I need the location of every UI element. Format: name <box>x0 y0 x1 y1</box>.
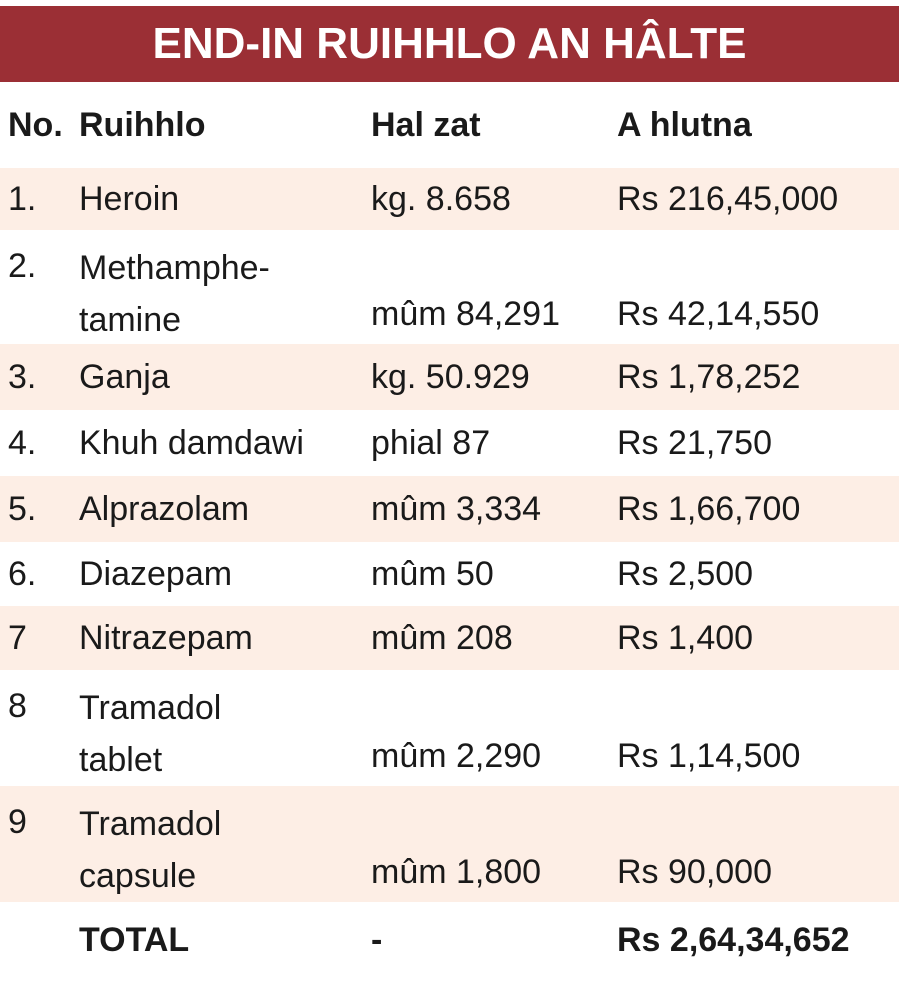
row-value: Rs 1,66,700 <box>617 490 801 528</box>
row-quantity: kg. 50.929 <box>371 358 530 396</box>
table-row <box>0 230 899 344</box>
table-row <box>0 542 899 606</box>
row-value: Rs 21,750 <box>617 424 772 462</box>
row-number: 6. <box>8 555 37 593</box>
row-quantity: phial 87 <box>371 424 491 462</box>
row-name: Methamphe- tamine <box>79 249 270 339</box>
row-number: 3. <box>8 358 37 396</box>
table-row <box>0 786 899 902</box>
table-row <box>0 476 899 542</box>
row-number: 9 <box>8 803 27 841</box>
table-row <box>0 344 899 410</box>
row-number: 7 <box>8 619 27 657</box>
table-row <box>0 168 899 230</box>
table-row <box>0 670 899 786</box>
row-value: Rs 1,400 <box>617 619 754 657</box>
row-quantity: mûm 2,290 <box>371 737 542 775</box>
row-value: Rs 216,45,000 <box>617 180 839 218</box>
row-name: Nitrazepam <box>79 619 253 657</box>
row-value: Rs 42,14,550 <box>617 295 820 333</box>
row-quantity: mûm 84,291 <box>371 295 560 333</box>
row-number: 5. <box>8 490 37 528</box>
table-row <box>0 410 899 476</box>
row-number: 1. <box>8 180 37 218</box>
table-header <box>0 96 899 158</box>
row-value: Rs 90,000 <box>617 853 772 891</box>
header-no: No. <box>8 106 63 144</box>
row-quantity: kg. 8.658 <box>371 180 511 218</box>
row-name: Tramadol capsule <box>79 805 222 895</box>
row-quantity: mûm 50 <box>371 555 494 593</box>
title-banner <box>0 6 899 82</box>
row-value: Rs 1,78,252 <box>617 358 801 396</box>
row-name: Diazepam <box>79 555 233 593</box>
row-number: 2. <box>8 247 37 285</box>
total-value: Rs 2,64,34,652 <box>617 921 850 959</box>
total-label: TOTAL <box>79 921 190 959</box>
page-title: END-IN RUIHHLO AN HÂLTE <box>152 19 747 68</box>
row-value: Rs 1,14,500 <box>617 737 801 775</box>
row-name: Heroin <box>79 180 180 218</box>
header-quantity: Hal zat <box>371 106 481 144</box>
total-row <box>0 908 899 972</box>
row-name: Ganja <box>79 358 170 396</box>
row-name: Tramadol tablet <box>79 689 222 779</box>
row-quantity: mûm 1,800 <box>371 853 542 891</box>
row-number: 8 <box>8 687 27 725</box>
table-row <box>0 606 899 670</box>
row-quantity: mûm 208 <box>371 619 513 657</box>
total-quantity: - <box>371 921 383 959</box>
header-name: Ruihhlo <box>79 106 206 144</box>
header-value: A hlutna <box>617 106 752 144</box>
row-name: Alprazolam <box>79 490 250 528</box>
row-value: Rs 2,500 <box>617 555 754 593</box>
row-name: Khuh damdawi <box>79 424 304 462</box>
row-number: 4. <box>8 424 37 462</box>
row-quantity: mûm 3,334 <box>371 490 542 528</box>
